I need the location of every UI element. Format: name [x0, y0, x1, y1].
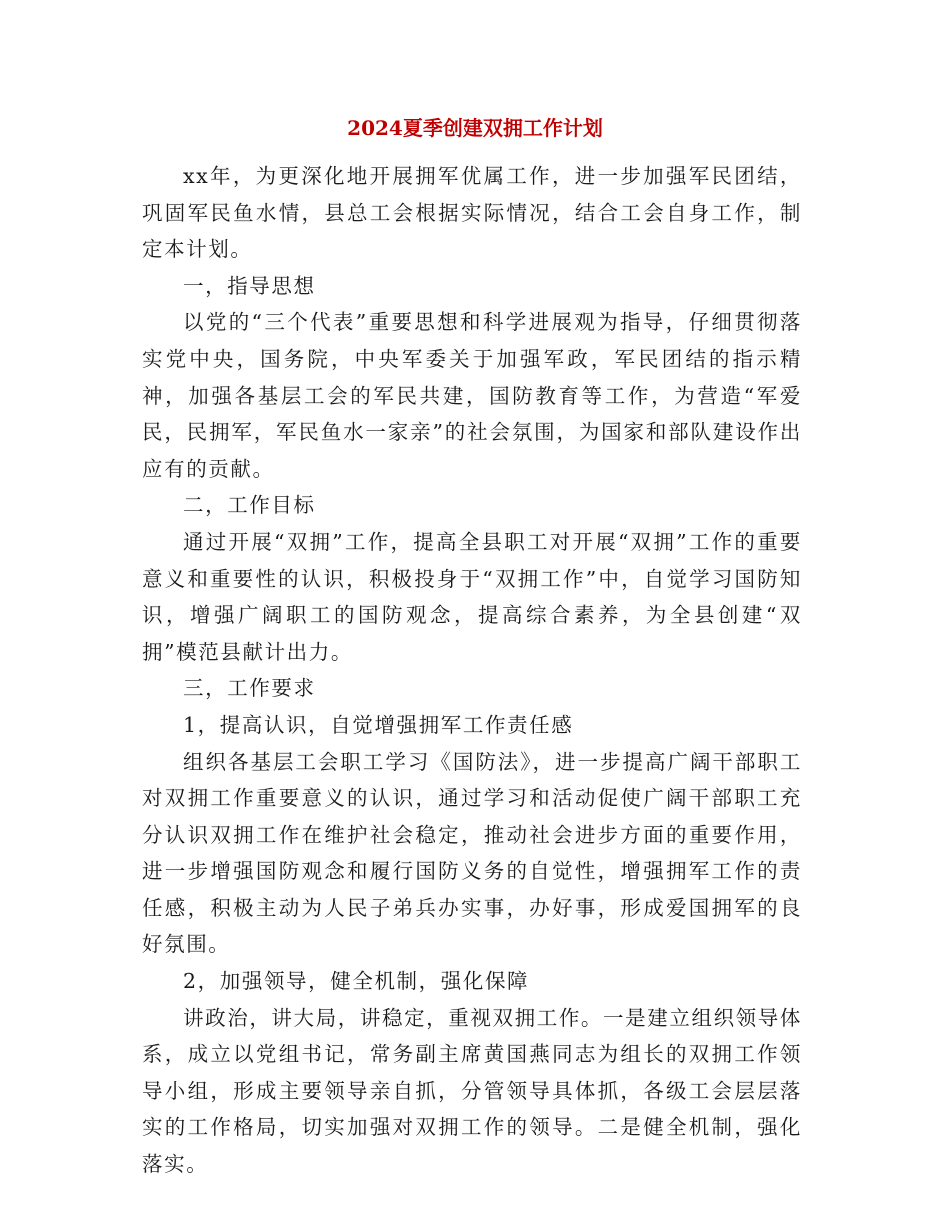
section-heading-work-requirements: 三，工作要求	[183, 676, 316, 701]
subheading-strengthen-leadership: 2，加强领导，健全机制，强化保障	[183, 969, 530, 994]
section-heading-guiding-ideology: 一，指导思想	[183, 273, 316, 298]
document-body	[142, 158, 802, 1183]
work-goals-paragraph: 通过开展“双拥”工作，提高全县职工对开展“双拥”工作的重要意义和重要性的认识，积极投身于“双拥工作”中，自觉学习国防知识，增强广阔职工的国防观念，提高综合素养，为全县创建“双拥”模范县献计出力。	[142, 529, 802, 664]
strengthen-leadership-paragraph: 讲政治，讲大局，讲稳定，重视双拥工作。一是建立组织领导体系，成立以党组书记，常务副主席黄国燕同志为组长的双拥工作领导小组，形成主要领导亲自抓，分管领导具体抓，各级工会层层落实的工作格局，切实加强对双拥工作的领导。二是健全机制，强化落实。	[142, 1005, 802, 1177]
intro-paragraph: xx年，为更深化地开展拥军优属工作，进一步加强军民团结，巩固军民鱼水情，县总工会根据实际情况，结合工会自身工作，制定本计划。	[142, 164, 802, 262]
guiding-ideology-paragraph: 以党的“三个代表”重要思想和科学进展观为指导，仔细贯彻落实党中央，国务院，中央军委关于加强军政，军民团结的指示精神，加强各基层工会的军民共建，国防教育等工作，为营造“军爱民，民拥军，军民鱼水一家亲”的社会氛围，为国家和部队建设作出应有的贡献。	[142, 310, 802, 481]
raise-awareness-paragraph: 组织各基层工会职工学习《国防法》，进一步提高广阔干部职工对双拥工作重要意义的认识，通过学习和活动促使广阔干部职工充分认识双拥工作在维护社会稳定，推动社会进步方面的重要作用，进一步增强国防观念和履行国防义务的自觉性，增强拥军工作的责任感，积极主动为人民子弟兵办实事，办好事，形成爱国拥军的良好氛围。	[142, 749, 802, 957]
document-title: 2024夏季创建双拥工作计划	[347, 116, 603, 140]
section-heading-work-goals: 二，工作目标	[183, 493, 316, 518]
subheading-raise-awareness: 1，提高认识，自觉增强拥军工作责任感	[183, 712, 574, 737]
